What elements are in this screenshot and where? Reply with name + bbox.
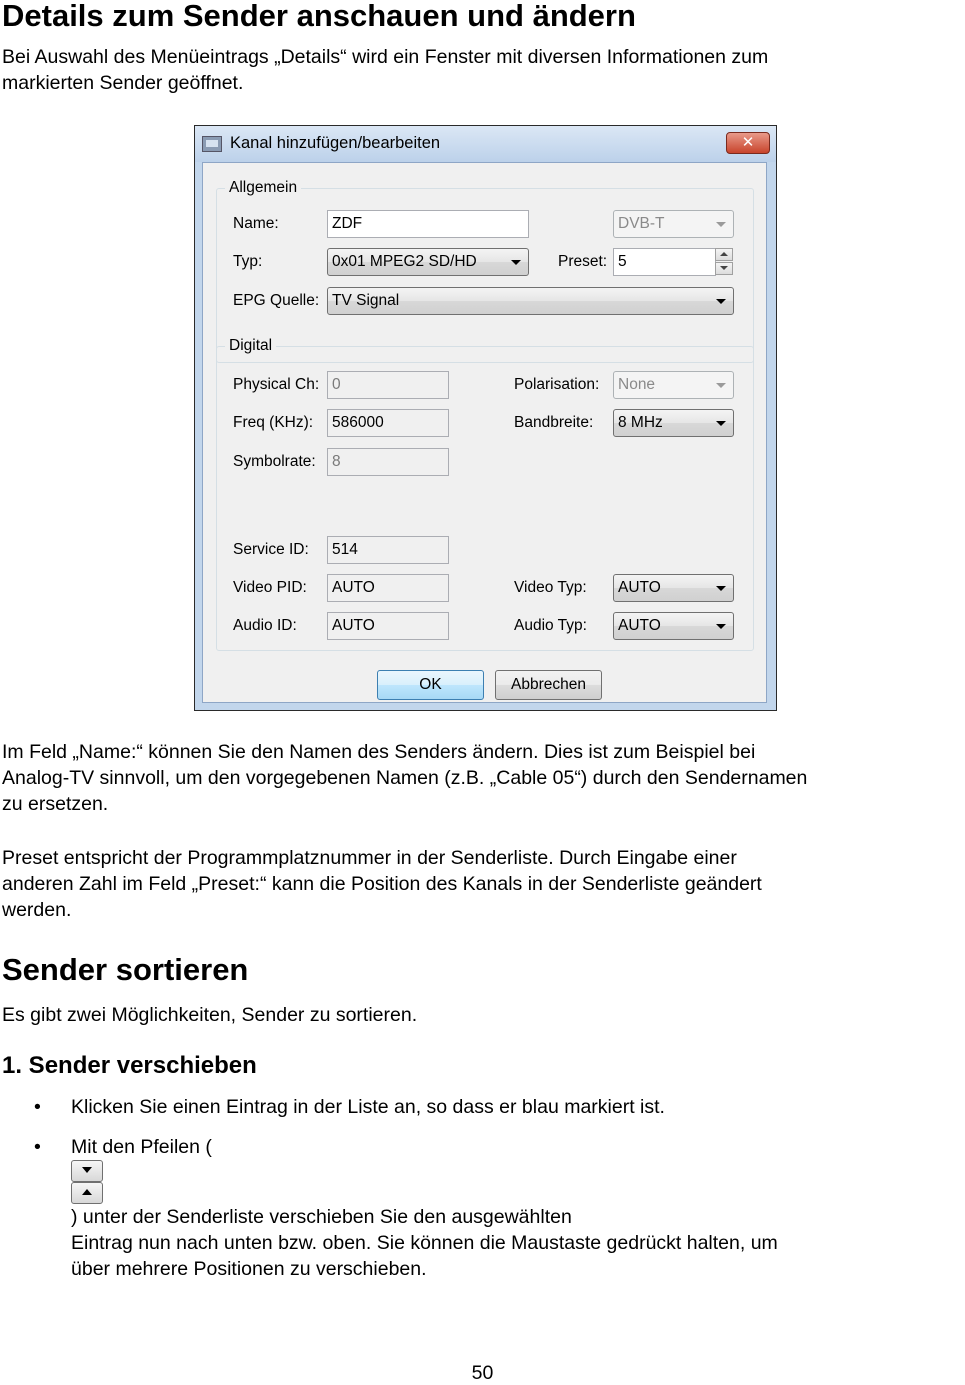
close-button[interactable] bbox=[726, 132, 770, 154]
bullet-text: Klicken Sie einen Eintrag in der Liste an, so dass er blau markiert ist. bbox=[71, 1096, 665, 1118]
arrow-down-icon bbox=[71, 1160, 103, 1182]
dialog-title: Kanal hinzufügen/bearbeiten bbox=[230, 134, 441, 152]
spin-down-icon[interactable] bbox=[715, 262, 733, 275]
cancel-button[interactable]: Abbrechen bbox=[495, 670, 602, 700]
bullet-text bbox=[71, 1134, 951, 1282]
epg-select[interactable]: TV Signal bbox=[327, 287, 734, 315]
paragraph-line: anderen Zahl im Feld „Preset:“ kann die Position des Kanals in der Senderliste geändert bbox=[2, 873, 762, 895]
audio-id-label: Audio ID: bbox=[233, 617, 297, 634]
audio-type-label: Audio Typ: bbox=[514, 617, 587, 634]
name-label: Name: bbox=[233, 215, 279, 232]
intro-line: Bei Auswahl des Menüeintrags „Details“ wird ein Fenster mit diversen Informationen zum bbox=[2, 46, 769, 68]
bullet-line bbox=[71, 1134, 951, 1230]
audio-type-select[interactable]: AUTO bbox=[613, 612, 734, 640]
frequency-input[interactable]: 586000 bbox=[327, 409, 449, 437]
symbolrate-label: Symbolrate: bbox=[233, 453, 316, 470]
service-id-input[interactable]: 514 bbox=[327, 536, 449, 564]
source-select: DVB-T bbox=[613, 210, 734, 238]
symbolrate-input: 8 bbox=[327, 448, 449, 476]
bullet-line: über mehrere Positionen zu verschieben. bbox=[71, 1258, 427, 1280]
type-select[interactable]: 0x01 MPEG2 SD/HD bbox=[327, 248, 529, 276]
type-label: Typ: bbox=[233, 253, 263, 270]
bullet-icon: • bbox=[34, 1136, 41, 1158]
paragraph-line: zu ersetzen. bbox=[2, 793, 109, 815]
dialog-client-area bbox=[202, 162, 767, 703]
paragraph-line: Im Feld „Name:“ können Sie den Namen des Senders ändern. Dies ist zum Beispiel bei bbox=[2, 741, 756, 763]
physical-channel-label: Physical Ch: bbox=[233, 376, 320, 393]
paragraph-line: Analog-TV sinnvoll, um den vorgegebenen Namen (z.B. „Cable 05“) durch den Sendernamen bbox=[2, 767, 808, 789]
tv-icon bbox=[202, 136, 222, 152]
section-heading-details: Details zum Sender anschauen und ändern bbox=[2, 0, 636, 33]
preset-label: Preset: bbox=[558, 253, 608, 270]
preset-paragraph bbox=[2, 845, 964, 923]
name-input[interactable]: ZDF bbox=[327, 210, 529, 238]
ok-button[interactable]: OK bbox=[377, 670, 484, 700]
channel-edit-dialog bbox=[194, 125, 777, 711]
paragraph-line: Preset entspricht der Programmplatznummer in der Senderliste. Durch Eingabe einer bbox=[2, 847, 737, 869]
preset-spinner[interactable] bbox=[715, 248, 733, 276]
audio-id-input[interactable]: AUTO bbox=[327, 612, 449, 640]
bullet-icon: • bbox=[34, 1096, 41, 1118]
dialog-titlebar[interactable] bbox=[195, 126, 776, 162]
page-number: 50 bbox=[471, 1362, 494, 1384]
polarisation-label: Polarisation: bbox=[514, 376, 600, 393]
bandwidth-select[interactable]: 8 MHz bbox=[613, 409, 734, 437]
bullet-line: Eintrag nun nach unten bzw. oben. Sie können die Maustaste gedrückt halten, um bbox=[71, 1232, 778, 1254]
video-pid-label: Video PID: bbox=[233, 579, 307, 596]
intro-paragraph bbox=[2, 44, 964, 96]
bullet-fragment: ) unter der Senderliste verschieben Sie den ausgewählten bbox=[71, 1206, 572, 1228]
bandwidth-label: Bandbreite: bbox=[514, 414, 594, 431]
close-icon: ✕ bbox=[741, 134, 755, 151]
bullet-fragment: Mit den Pfeilen ( bbox=[71, 1136, 212, 1158]
group-digital-legend: Digital bbox=[225, 337, 276, 355]
polarisation-select: None bbox=[613, 371, 734, 399]
name-paragraph bbox=[2, 739, 964, 817]
physical-channel-input: 0 bbox=[327, 371, 449, 399]
group-general-legend: Allgemein bbox=[225, 179, 301, 197]
video-pid-input[interactable]: AUTO bbox=[327, 574, 449, 602]
preset-input[interactable]: 5 bbox=[613, 248, 716, 276]
frequency-label: Freq (KHz): bbox=[233, 414, 314, 431]
epg-label: EPG Quelle: bbox=[233, 292, 320, 309]
intro-line: markierten Sender geöffnet. bbox=[2, 72, 244, 94]
spin-up-icon[interactable] bbox=[715, 248, 733, 261]
subheading-move: 1. Sender verschieben bbox=[2, 1052, 257, 1079]
sort-intro-paragraph: Es gibt zwei Möglichkeiten, Sender zu sortieren. bbox=[2, 1004, 418, 1026]
video-type-select[interactable]: AUTO bbox=[613, 574, 734, 602]
section-heading-sort: Sender sortieren bbox=[2, 952, 249, 987]
arrow-up-icon bbox=[71, 1182, 103, 1204]
video-type-label: Video Typ: bbox=[514, 579, 587, 596]
service-id-label: Service ID: bbox=[233, 541, 309, 558]
paragraph-line: werden. bbox=[2, 899, 72, 921]
